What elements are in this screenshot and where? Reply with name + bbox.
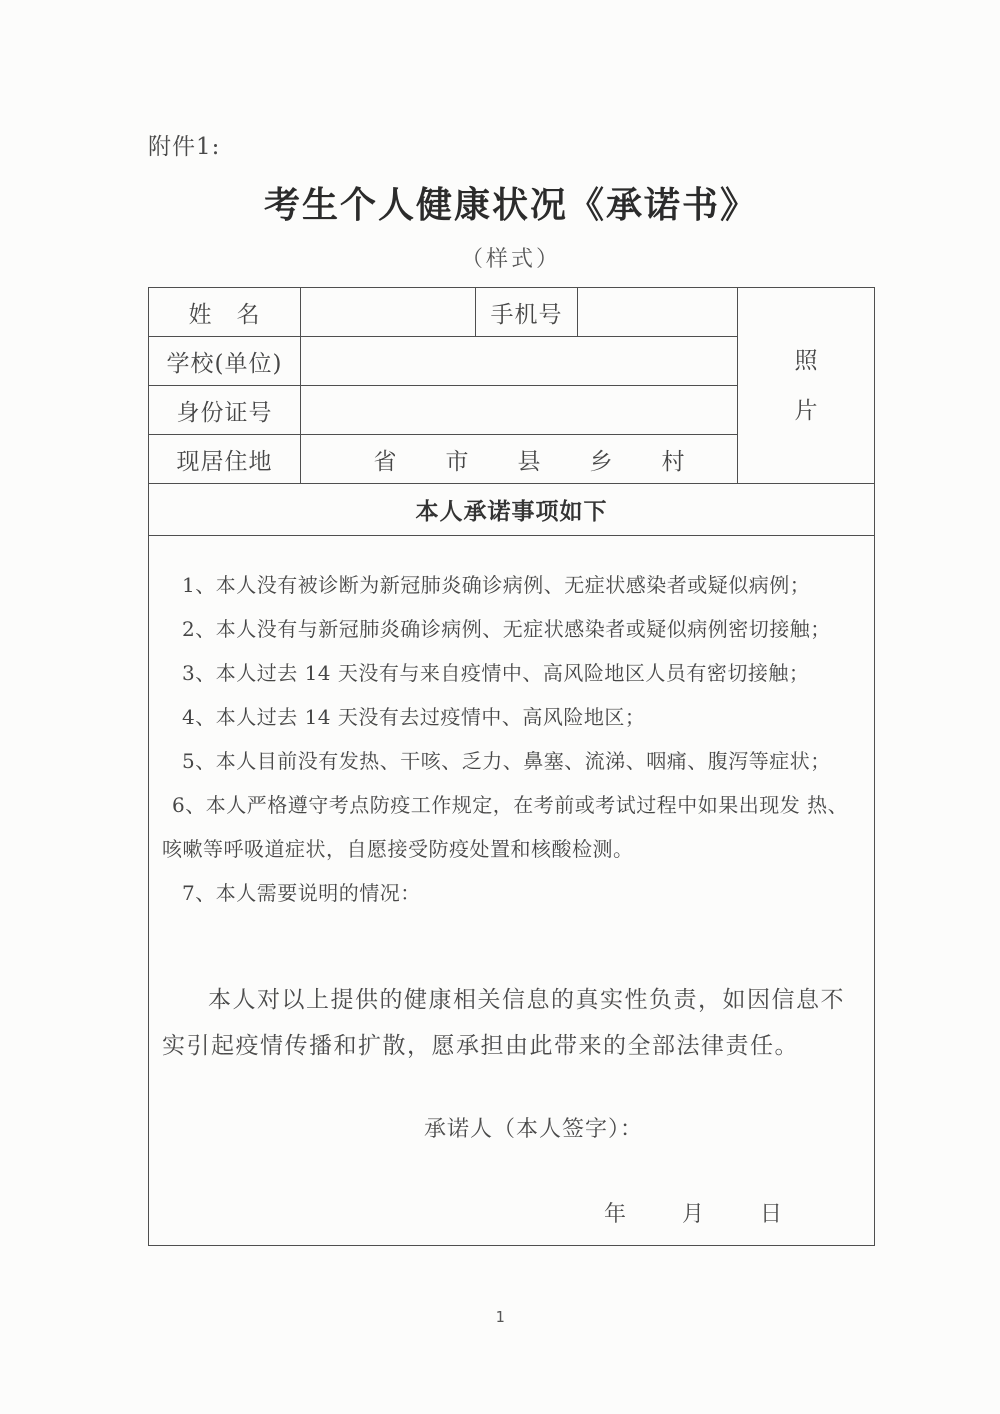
commitment-header: 本人承诺事项如下 (149, 484, 875, 536)
photo-label-char-2: 片 (794, 397, 818, 424)
table-row-commitment-header (149, 484, 875, 536)
date-line[interactable] (162, 1200, 861, 1230)
id-number-label: 身份证号 (149, 386, 301, 435)
residence-unit-province: 省 (373, 448, 397, 475)
subtitle: （样式） (460, 247, 561, 272)
residence-input-cell[interactable] (301, 435, 738, 484)
name-input-cell[interactable] (301, 288, 476, 337)
signer-label[interactable]: 承诺人（本人签字）： (424, 1117, 644, 1142)
residence-unit-township: 乡 (589, 448, 613, 475)
page-title: 考生个人健康状况《承诺书》 (263, 185, 758, 226)
name-label: 姓 名 (149, 288, 301, 337)
commitment-item-2: 2、本人没有与新冠肺炎确诊病例、无症状感染者或疑似病例密切接触； (182, 617, 831, 641)
residence-unit-county: 县 (517, 448, 541, 475)
table-row-commitment-body (149, 536, 875, 1246)
photo-cell[interactable] (738, 288, 875, 484)
commitment-item-1: 1、本人没有被诊断为新冠肺炎确诊病例、无症状感染者或疑似病例； (182, 573, 811, 597)
id-number-input-cell[interactable] (301, 386, 738, 435)
school-input-cell[interactable] (301, 337, 738, 386)
table-row-name-phone (149, 288, 875, 337)
residence-label: 现居住地 (149, 435, 301, 484)
residence-unit-village: 村 (661, 448, 685, 475)
page-number: 1 (495, 1308, 505, 1326)
commitment-body-cell (149, 536, 875, 1246)
commitment-item-7: 7、本人需要说明的情况： (182, 881, 421, 905)
residence-unit-city: 市 (445, 448, 469, 475)
date-unit-year: 年 (604, 1202, 627, 1227)
attachment-label: 附件1: (148, 134, 221, 160)
declaration-text: 本人对以上提供的健康相关信息的真实性负责，如因信息不实引起疫情传播和扩散，愿承担由此带来的全部法律责任。 (162, 987, 845, 1059)
phone-label: 手机号 (476, 288, 578, 337)
date-unit-month: 月 (682, 1202, 705, 1227)
photo-label-char-1: 照 (794, 347, 818, 374)
commitment-item-5: 5、本人目前没有发热、干咳、乏力、鼻塞、流涕、咽痛、腹泻等症状； (182, 749, 831, 773)
commitment-item-3: 3、本人过去 14 天没有与来自疫情中、高风险地区人员有密切接触； (182, 661, 810, 685)
commitment-item-6: 6、本人严格遵守考点防疫工作规定，在考前或考试过程中如果出现发 热、咳嗽等呼吸道症状，自愿接受防疫处置和核酸检测。 (162, 793, 849, 861)
form-table (148, 287, 875, 1246)
commitment-item-4: 4、本人过去 14 天没有去过疫情中、高风险地区； (182, 705, 646, 729)
date-unit-day: 日 (760, 1202, 783, 1227)
school-label: 学校(单位) (149, 337, 301, 386)
phone-input-cell[interactable] (578, 288, 738, 337)
